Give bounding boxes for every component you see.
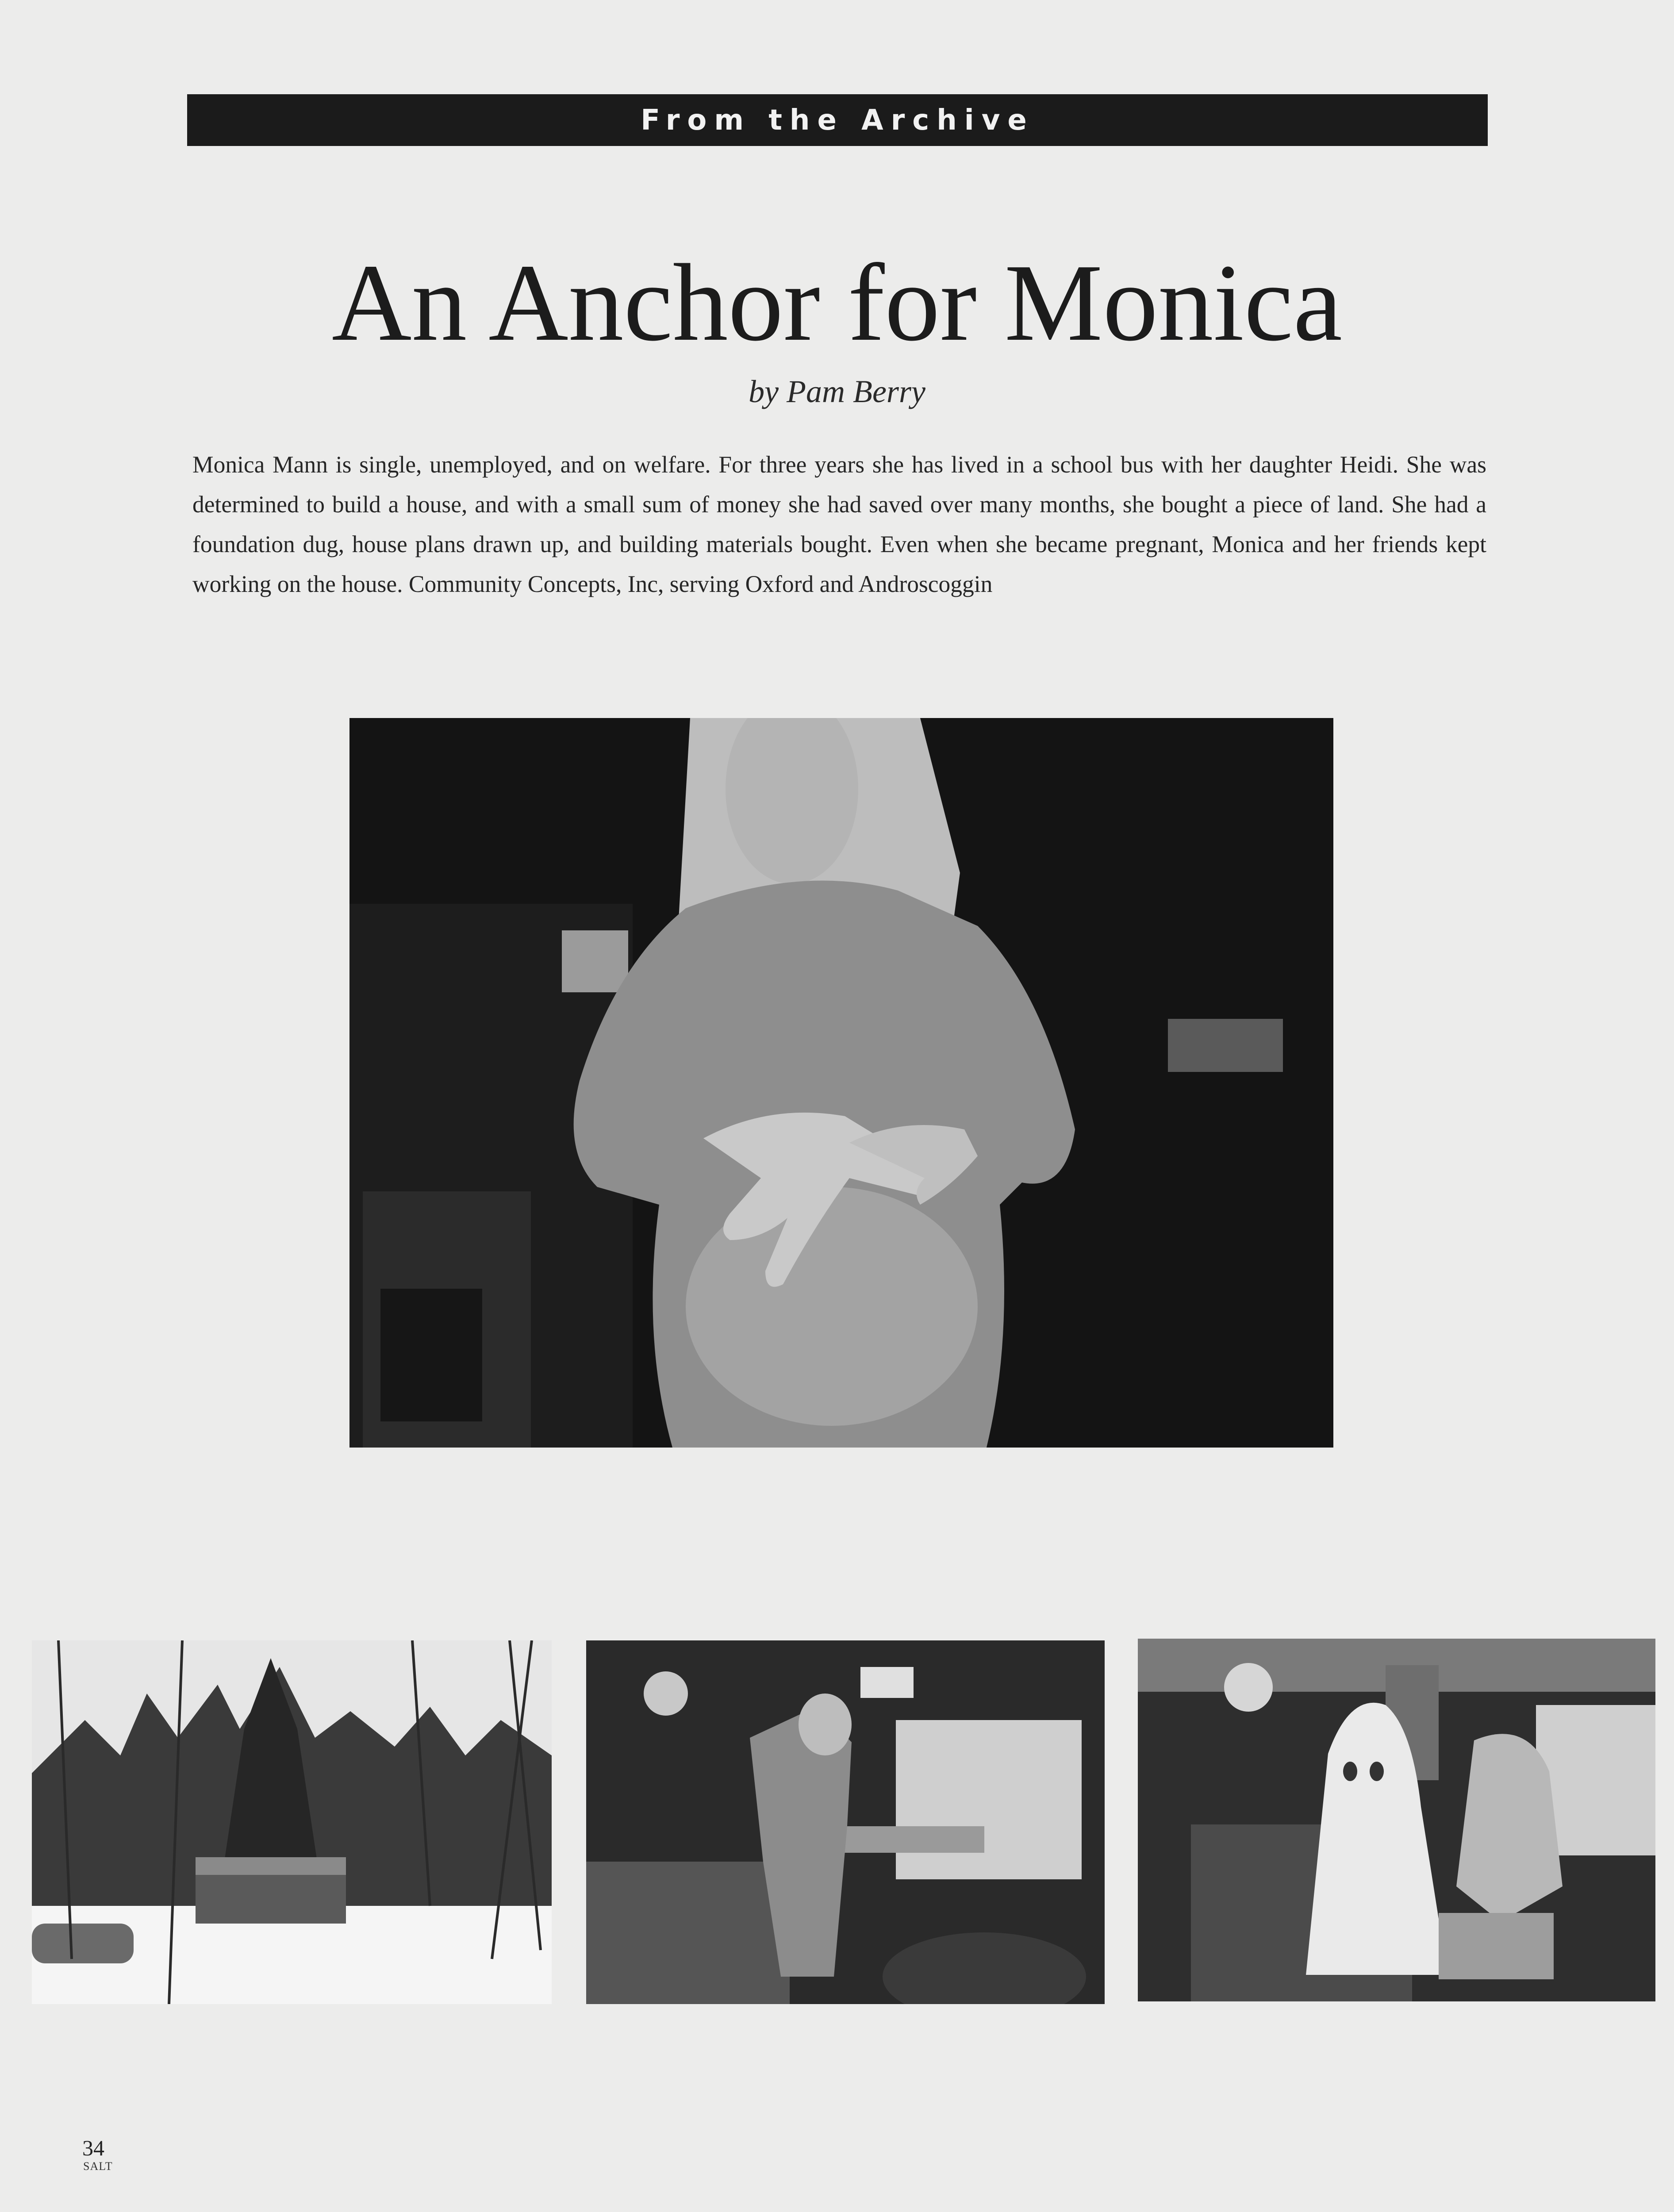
article-byline: by Pam Berry [749,374,925,409]
article-title: An Anchor for Monica [331,242,1343,364]
main-photo-pregnant-woman [349,718,1333,1448]
page-number: 34 [82,2135,104,2160]
article-intro-paragraph: Monica Mann is single, unemployed, and on welfare. For three years she has lived in a school bus with her daughter Heidi. She was determined to build a house, and with a small sum of money she had saved over many months, she bought a piece of land. She had a foundation dug, house plans drawn up, and building materials bought. Even when she became pregnant, Monica and her friends kept working on the house. Community Concepts, Inc, serving Oxford and Androscoggin [192,451,1486,597]
section-banner-label: From the Archive [641,104,1034,137]
photo-bus-interior-kitchen [586,1640,1105,2004]
photo-school-bus-in-snow [32,1640,552,2004]
photo-ghost-costume [1138,1639,1655,2001]
magazine-name: SALT [83,2160,113,2173]
section-banner [187,94,1488,146]
